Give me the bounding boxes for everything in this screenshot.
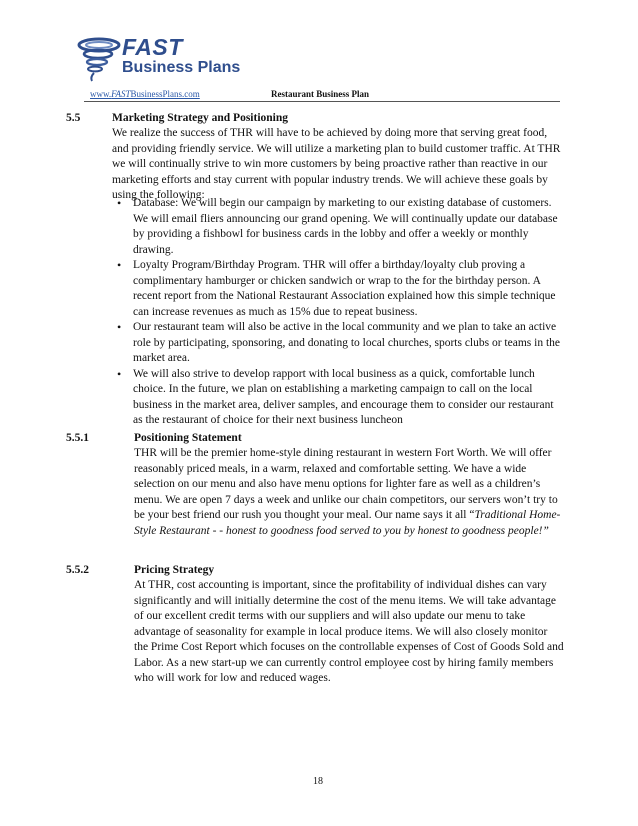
subsection-number-positioning: 5.5.1 xyxy=(66,432,89,444)
list-item: • We will also strive to develop rapport with local business as a quick, comfortable lunch choice. In the future, we plan on establishing a marketing campaign to call on the local business in the market area, deliver samples, and encourage them to consider our restaurant as the restaurant of choice for their next business luncheon xyxy=(112,367,564,429)
list-item: • Our restaurant team will also be active in the local community and we plan to take an active role by participating, sponsoring, and donating to local churches, sports clubs or teams in the market area. xyxy=(112,320,564,367)
website-link[interactable] xyxy=(90,88,200,100)
section-title: Marketing Strategy and Positioning xyxy=(112,112,289,124)
section-number: 5.5 xyxy=(66,112,81,124)
document-title: Restaurant Business Plan xyxy=(271,89,370,99)
fast-business-plans-logo xyxy=(76,34,246,84)
page-number: 18 xyxy=(313,776,323,787)
list-item: • Database: We will begin our campaign by marketing to our existing database of customers. We will email fliers announcing our grand opening. We will continually update our database by providing a fishbowl for business cards in the lobby and offer a weekly or monthly drawing. xyxy=(112,196,564,258)
tornado-logo-icon xyxy=(76,36,122,82)
list-item: • Loyalty Program/Birthday Program. THR will offer a birthday/loyalty club proving a complimentary hamburger or chicken sandwich or wrap to the for the birthday person. A recent report from the National Restaurant Association explained how this simple technique can increase revenues as much as 15% due to repeat business. xyxy=(112,258,564,320)
subsection-title-positioning: Positioning Statement xyxy=(134,432,242,444)
positioning-quote: Traditional Home-Style Restaurant - - honest to goodness food served to you by honest to goodness people!” xyxy=(134,509,561,537)
positioning-text xyxy=(134,446,564,539)
marketing-bullet-list xyxy=(112,196,564,429)
positioning-body: THR will be the premier home-style dining restaurant in western Fort Worth. We will offer reasonably priced meals, in a warm, relaxed and comfortable setting. We have a wide selection on our menu and also have menu options for lighter fare as well as a children’s menu. We are open 7 days a week and unlike our chain competitors, our servers won’t try to be your best friend our rush you thought your meal. Our name says it all “ xyxy=(134,447,558,521)
url-italic-part: FAST xyxy=(111,89,131,99)
url-suffix: BusinessPlans.com xyxy=(130,89,200,99)
logo-wordmark-fast: FAST xyxy=(122,34,183,60)
subsection-title-pricing: Pricing Strategy xyxy=(134,564,215,576)
url-prefix: www. xyxy=(90,89,112,99)
subsection-number-pricing: 5.5.2 xyxy=(66,564,89,576)
section-intro: We realize the success of THR will have to be achieved by doing more that serving great food, and providing friendly service. We will utilize a marketing plan to build customer traffic. At THR we will continually strive to win more customers by being proactive rather than reactive in our marketing efforts and stay current with popular industry trends. We will achieve these goals by using the following: xyxy=(112,127,561,201)
pricing-text: At THR, cost accounting is important, since the profitability of individual dishes can vary significantly and will initially determine the cost of the menu items. We will take advantage of our excellent credit terms with our suppliers and will also update our menu to take advantage of seasonality for example in local produce items. We will also closely monitor the Prime Cost Report which focuses on the controllable expenses of Cost of Goods Sold and Labor. As a new start-up we can currently control employee cost by hiring family members who will work for low and reduced wages. xyxy=(134,579,564,684)
header-divider xyxy=(84,101,560,102)
logo-wordmark-business-plans: Business Plans xyxy=(122,59,241,76)
